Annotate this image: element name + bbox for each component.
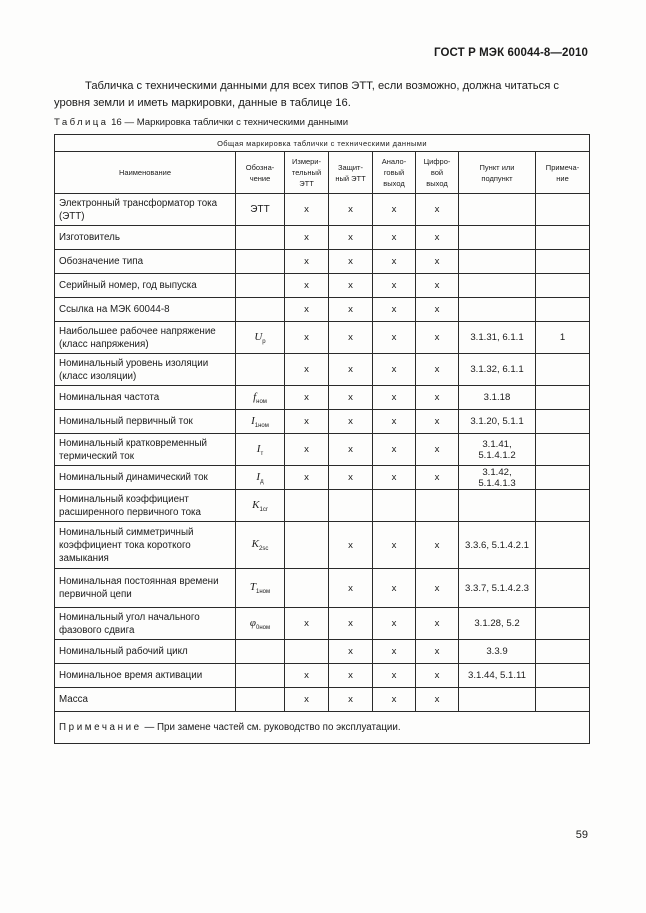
table-row bbox=[55, 608, 590, 640]
header-col-digital: Цифро-вой выход bbox=[416, 152, 459, 194]
table-footnote bbox=[55, 712, 590, 744]
row-digital-mark: x bbox=[416, 194, 459, 226]
row-analog-mark: x bbox=[373, 466, 416, 490]
row-note: 1 bbox=[536, 322, 590, 354]
table-row bbox=[55, 466, 590, 490]
symbol-main: K bbox=[252, 498, 260, 511]
row-protective-mark: x bbox=[329, 386, 373, 410]
row-clause: 3.3.9 bbox=[459, 640, 536, 664]
table-row bbox=[55, 386, 590, 410]
row-analog-mark: x bbox=[373, 226, 416, 250]
row-measuring-mark: x bbox=[285, 322, 329, 354]
row-digital-mark: x bbox=[416, 466, 459, 490]
row-clause bbox=[459, 298, 536, 322]
row-digital-mark: x bbox=[416, 250, 459, 274]
row-analog-mark: x bbox=[373, 386, 416, 410]
table-row bbox=[55, 354, 590, 386]
symbol-subscript: 0ном bbox=[255, 624, 271, 631]
table-caption-number: 16 bbox=[111, 117, 122, 128]
row-note bbox=[536, 194, 590, 226]
table-caption-title: — Маркировка таблички с техническими данными bbox=[124, 117, 349, 128]
row-note bbox=[536, 226, 590, 250]
row-name: Номинальная частота bbox=[55, 386, 236, 410]
row-symbol bbox=[236, 274, 285, 298]
row-analog-mark: x bbox=[373, 640, 416, 664]
row-analog-mark: x bbox=[373, 354, 416, 386]
row-digital-mark: x bbox=[416, 688, 459, 712]
symbol-subscript: д bbox=[260, 478, 264, 485]
row-digital-mark: x bbox=[416, 640, 459, 664]
row-protective-mark: x bbox=[329, 664, 373, 688]
row-measuring-mark: x bbox=[285, 274, 329, 298]
row-name: Номинальный симметричный коэффициент тока короткого замыкания bbox=[55, 522, 236, 569]
row-digital-mark: x bbox=[416, 569, 459, 608]
row-analog-mark bbox=[373, 490, 416, 522]
row-note bbox=[536, 466, 590, 490]
row-symbol bbox=[236, 386, 285, 410]
table-row bbox=[55, 640, 590, 664]
row-name: Номинальный коэффициент расширенного первичного тока bbox=[55, 490, 236, 522]
row-measuring-mark: x bbox=[285, 410, 329, 434]
row-symbol bbox=[236, 298, 285, 322]
row-symbol bbox=[236, 410, 285, 434]
table-row bbox=[55, 194, 590, 226]
symbol-subscript: р bbox=[262, 338, 266, 345]
row-name: Серийный номер, год выпуска bbox=[55, 274, 236, 298]
row-symbol bbox=[236, 490, 285, 522]
symbol-main: T bbox=[249, 581, 256, 593]
intro-paragraph: Табличка с техническими данными для всех типов ЭТТ, если возможно, должна читаться с уровня земли и иметь маркировки, данные в таблице 16. bbox=[54, 80, 559, 109]
row-measuring-mark bbox=[285, 569, 329, 608]
row-note bbox=[536, 490, 590, 522]
row-clause: 3.3.7, 5.1.4.2.3 bbox=[459, 569, 536, 608]
row-measuring-mark: x bbox=[285, 664, 329, 688]
symbol-main: I bbox=[256, 442, 261, 455]
row-symbol bbox=[236, 466, 285, 490]
row-analog-mark: x bbox=[373, 664, 416, 688]
symbol-main: φ bbox=[249, 616, 256, 629]
row-clause: 3.1.42, 5.1.4.1.3 bbox=[459, 466, 536, 490]
row-protective-mark: x bbox=[329, 354, 373, 386]
table-row bbox=[55, 298, 590, 322]
row-protective-mark bbox=[329, 490, 373, 522]
row-note bbox=[536, 410, 590, 434]
row-note bbox=[536, 640, 590, 664]
row-note bbox=[536, 569, 590, 608]
row-name: Обозначение типа bbox=[55, 250, 236, 274]
row-name: Ссылка на МЭК 60044-8 bbox=[55, 298, 236, 322]
table-row bbox=[55, 226, 590, 250]
row-symbol bbox=[236, 522, 285, 569]
row-note bbox=[536, 434, 590, 466]
header-col-clause: Пункт или подпункт bbox=[459, 152, 536, 194]
table-caption bbox=[54, 117, 348, 128]
row-name: Наибольшее рабочее напряжение (класс напряжения) bbox=[55, 322, 236, 354]
row-name: Изготовитель bbox=[55, 226, 236, 250]
row-protective-mark: x bbox=[329, 608, 373, 640]
row-clause bbox=[459, 490, 536, 522]
row-protective-mark: x bbox=[329, 274, 373, 298]
row-analog-mark: x bbox=[373, 410, 416, 434]
row-protective-mark: x bbox=[329, 322, 373, 354]
row-analog-mark: x bbox=[373, 608, 416, 640]
row-protective-mark: x bbox=[329, 298, 373, 322]
row-note bbox=[536, 250, 590, 274]
row-clause: 3.1.44, 5.1.11 bbox=[459, 664, 536, 688]
row-symbol bbox=[236, 640, 285, 664]
row-measuring-mark: x bbox=[285, 466, 329, 490]
table-row bbox=[55, 410, 590, 434]
row-measuring-mark: x bbox=[285, 250, 329, 274]
table-row bbox=[55, 250, 590, 274]
row-clause: 3.3.6, 5.1.4.2.1 bbox=[459, 522, 536, 569]
table-row bbox=[55, 490, 590, 522]
row-name: Номинальный угол начального фазового сдвига bbox=[55, 608, 236, 640]
row-digital-mark: x bbox=[416, 354, 459, 386]
row-clause: 3.1.31, 6.1.1 bbox=[459, 322, 536, 354]
row-protective-mark: x bbox=[329, 226, 373, 250]
row-name: Электронный трансформатор тока (ЭТТ) bbox=[55, 194, 236, 226]
row-analog-mark: x bbox=[373, 250, 416, 274]
footnote-label: Примечание bbox=[59, 722, 142, 733]
row-note bbox=[536, 298, 590, 322]
row-protective-mark: x bbox=[329, 522, 373, 569]
symbol-main: K bbox=[251, 538, 259, 550]
symbol-subscript: т bbox=[260, 450, 264, 457]
row-clause: 3.1.18 bbox=[459, 386, 536, 410]
table-row bbox=[55, 322, 590, 354]
header-col-analog: Анало-говый выход bbox=[373, 152, 416, 194]
symbol-main: f bbox=[253, 390, 257, 403]
table-group-header: Общая маркировка таблички с техническими данными bbox=[55, 135, 590, 152]
header-col-note: Примеча-ние bbox=[536, 152, 590, 194]
row-clause: 3.1.32, 6.1.1 bbox=[459, 354, 536, 386]
symbol-subscript: 1cr bbox=[259, 506, 268, 513]
row-symbol bbox=[236, 250, 285, 274]
row-digital-mark: x bbox=[416, 298, 459, 322]
symbol-subscript: 1ном bbox=[254, 422, 269, 429]
row-clause bbox=[459, 226, 536, 250]
row-protective-mark: x bbox=[329, 569, 373, 608]
header-col-name: Наименование bbox=[55, 152, 236, 194]
column-header-row bbox=[55, 152, 590, 194]
row-note bbox=[536, 522, 590, 569]
table-row bbox=[55, 522, 590, 569]
header-col-measuring: Измери-тельный ЭТТ bbox=[285, 152, 329, 194]
row-symbol bbox=[236, 664, 285, 688]
row-symbol bbox=[236, 226, 285, 250]
symbol-subscript: 2sc bbox=[259, 546, 269, 552]
row-measuring-mark: x bbox=[285, 688, 329, 712]
row-digital-mark: x bbox=[416, 226, 459, 250]
header-col-protective: Защит-ный ЭТТ bbox=[329, 152, 373, 194]
row-analog-mark: x bbox=[373, 569, 416, 608]
row-measuring-mark: x bbox=[285, 194, 329, 226]
row-name: Номинальный кратковременный термический ток bbox=[55, 434, 236, 466]
row-analog-mark: x bbox=[373, 322, 416, 354]
row-measuring-mark bbox=[285, 490, 329, 522]
row-name: Масса bbox=[55, 688, 236, 712]
row-analog-mark: x bbox=[373, 522, 416, 569]
row-digital-mark: x bbox=[416, 322, 459, 354]
row-clause bbox=[459, 688, 536, 712]
row-clause: 3.1.20, 5.1.1 bbox=[459, 410, 536, 434]
table-row bbox=[55, 434, 590, 466]
row-measuring-mark: x bbox=[285, 608, 329, 640]
row-measuring-mark: x bbox=[285, 354, 329, 386]
row-analog-mark: x bbox=[373, 274, 416, 298]
row-note bbox=[536, 354, 590, 386]
row-note bbox=[536, 274, 590, 298]
table-row bbox=[55, 664, 590, 688]
row-measuring-mark: x bbox=[285, 386, 329, 410]
row-measuring-mark: x bbox=[285, 434, 329, 466]
row-digital-mark: x bbox=[416, 608, 459, 640]
table-row bbox=[55, 569, 590, 608]
row-protective-mark: x bbox=[329, 466, 373, 490]
table-row bbox=[55, 688, 590, 712]
row-analog-mark: x bbox=[373, 194, 416, 226]
row-protective-mark: x bbox=[329, 410, 373, 434]
row-clause bbox=[459, 194, 536, 226]
row-name: Номинальный динамический ток bbox=[55, 466, 236, 490]
symbol-main: I bbox=[256, 470, 261, 483]
row-symbol bbox=[236, 688, 285, 712]
row-name: Номинальное время активации bbox=[55, 664, 236, 688]
row-protective-mark: x bbox=[329, 434, 373, 466]
row-note bbox=[536, 688, 590, 712]
row-note bbox=[536, 386, 590, 410]
symbol-main: I bbox=[251, 414, 255, 427]
row-symbol bbox=[236, 354, 285, 386]
row-protective-mark: x bbox=[329, 688, 373, 712]
row-protective-mark: x bbox=[329, 250, 373, 274]
row-symbol bbox=[236, 322, 285, 354]
row-digital-mark: x bbox=[416, 434, 459, 466]
row-digital-mark bbox=[416, 490, 459, 522]
row-clause: 3.1.28, 5.2 bbox=[459, 608, 536, 640]
row-symbol bbox=[236, 434, 285, 466]
table-body bbox=[55, 194, 590, 712]
symbol-subscript: 1ном bbox=[256, 589, 271, 595]
footnote-text: — При замене частей см. руководство по эксплуатации. bbox=[144, 722, 401, 733]
row-name: Номинальная постоянная времени первичной цепи bbox=[55, 569, 236, 608]
row-measuring-mark bbox=[285, 640, 329, 664]
row-symbol bbox=[236, 608, 285, 640]
row-name: Номинальный уровень изоляции (класс изоляции) bbox=[55, 354, 236, 386]
row-digital-mark: x bbox=[416, 274, 459, 298]
header-col-symbol: Обозна-чение bbox=[236, 152, 285, 194]
row-digital-mark: x bbox=[416, 522, 459, 569]
table-caption-prefix: Таблица bbox=[54, 117, 109, 128]
row-measuring-mark: x bbox=[285, 298, 329, 322]
row-measuring-mark: x bbox=[285, 226, 329, 250]
row-note bbox=[536, 664, 590, 688]
symbol-main: U bbox=[254, 330, 263, 343]
row-symbol bbox=[236, 569, 285, 608]
row-clause: 3.1.41, 5.1.4.1.2 bbox=[459, 434, 536, 466]
table-row bbox=[55, 274, 590, 298]
row-clause bbox=[459, 250, 536, 274]
row-clause bbox=[459, 274, 536, 298]
symbol-text: ЭТТ bbox=[250, 204, 270, 215]
row-analog-mark: x bbox=[373, 688, 416, 712]
page-number: 59 bbox=[575, 829, 588, 841]
row-digital-mark: x bbox=[416, 410, 459, 434]
row-symbol bbox=[236, 194, 285, 226]
document-code: ГОСТ Р МЭК 60044-8—2010 bbox=[434, 47, 588, 59]
row-protective-mark: x bbox=[329, 640, 373, 664]
marking-table bbox=[54, 134, 590, 744]
row-measuring-mark bbox=[285, 522, 329, 569]
row-name: Номинальный первичный ток bbox=[55, 410, 236, 434]
symbol-subscript: ном bbox=[256, 398, 267, 405]
row-protective-mark: x bbox=[329, 194, 373, 226]
row-note bbox=[536, 608, 590, 640]
row-digital-mark: x bbox=[416, 664, 459, 688]
row-analog-mark: x bbox=[373, 434, 416, 466]
row-name: Номинальный рабочий цикл bbox=[55, 640, 236, 664]
row-digital-mark: x bbox=[416, 386, 459, 410]
row-analog-mark: x bbox=[373, 298, 416, 322]
